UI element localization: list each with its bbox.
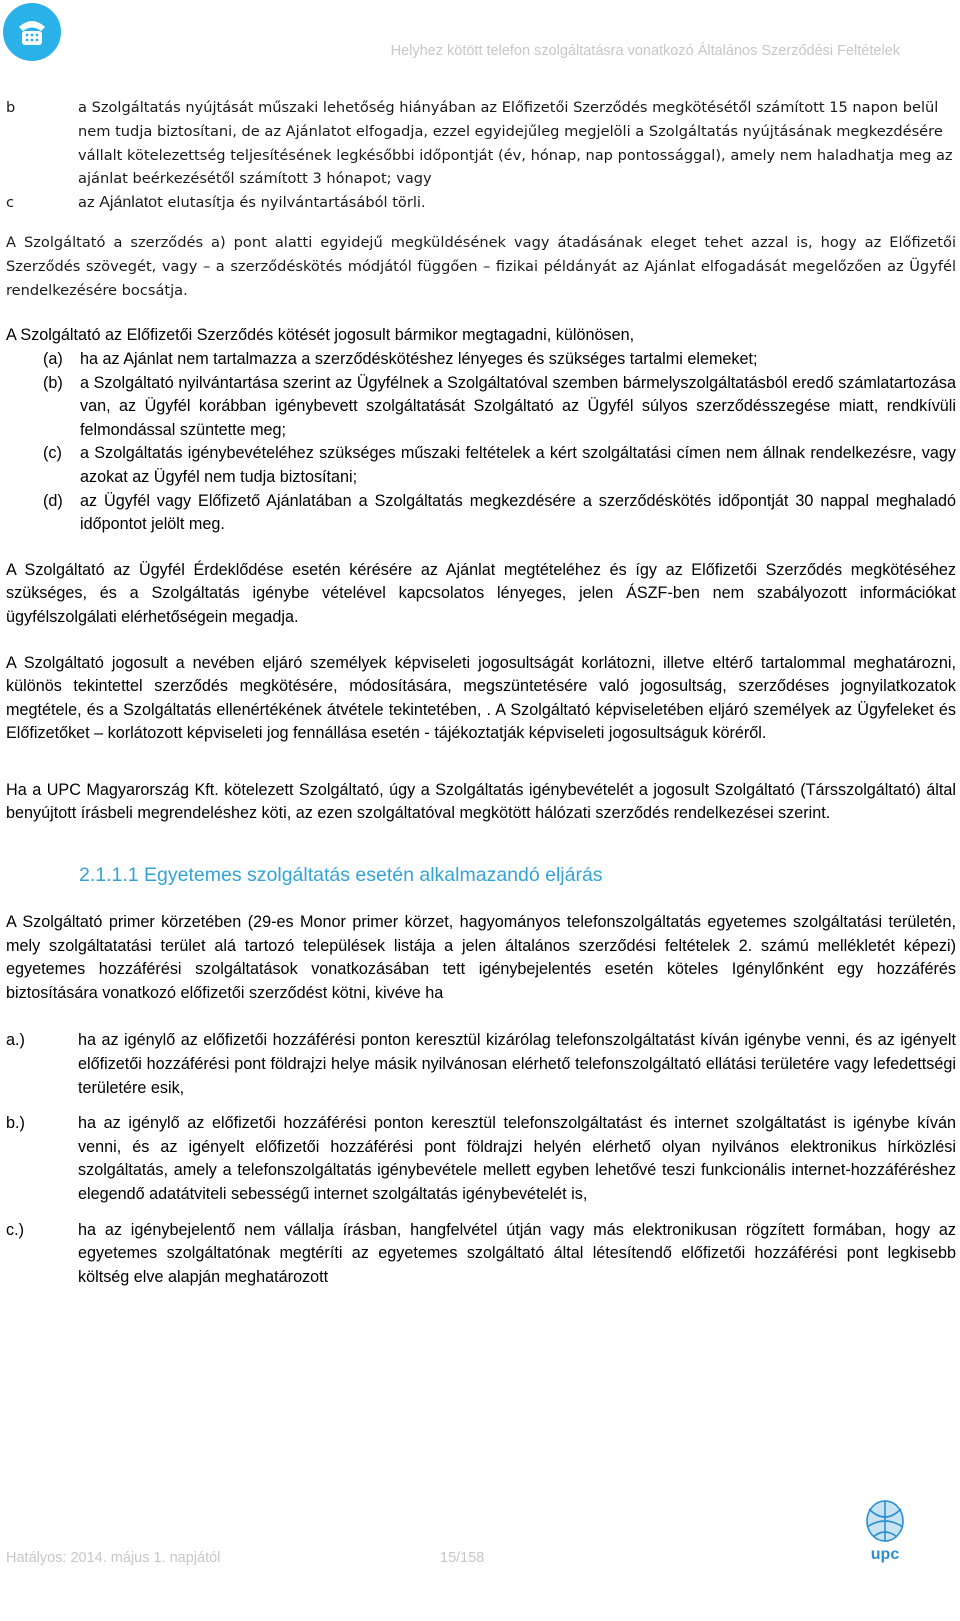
item-text: a Szolgáltató nyilvántartása szerint az Ügyfélnek a Szolgáltatóval szemben bármelyszolgáltatásból eredő számlatartozása van, az Ügyfél korábban igénybevett szolgáltatását Szolgáltató az Ügyfél súlyos szerződésszegése miatt, rendkívüli felmondással szüntette meg; [80, 373, 956, 439]
item-mark: c [6, 194, 15, 212]
lettered-list [6, 96, 956, 215]
list-item [6, 348, 956, 372]
paragraph-representation: A Szolgáltató jogosult a nevében eljáró személyek képviseleti jogosultságát korlátozni, illetve eltérő tartalommal meghatározni, különös tekintettel szerződés megkötésére, módosítására, megszüntetésére való jogosultság, szerződéses jognyilatkozatok megtétele, és a Szolgáltatás ellenértékének átvétele tekintetében, . A Szolgáltató képviseletében eljáró személyek az Ügyfeleket és Előfizetőket – korlátozott képviseleti jog fennállása esetén - tájékoztatják képviseleti jogosultságuk köréről. [6, 653, 956, 743]
phone-logo-icon [3, 3, 61, 61]
list-item [6, 1029, 956, 1100]
item-text: ha az igénylő az előfizetői hozzáférési ponton keresztül telefonszolgáltatást és internet szolgáltatást is igénybe kíván venni, és az igényelt előfizetői hozzáférési pont földrajzi helyén elérhető olyan nyilvános elektronikus hírközlési szolgáltatás, amely a telefonszolgáltatás igénybevétele mellett egyben lehetővé teszi funkcionális internet-hozzáféréshez elegendő adatátviteli sebességű internet szolgáltatás igénybevételét is, [78, 1114, 956, 1203]
list-item [6, 96, 956, 191]
list-item [6, 1112, 956, 1206]
item-text-part: t elutasítja és nyilvántartásából törli. [157, 194, 426, 212]
item-mark: b.) [6, 1114, 25, 1133]
page-body [6, 96, 956, 1289]
page-number: 15/158 [440, 1550, 485, 1566]
item-text: a Szolgáltatás igénybevételéhez szükséges műszaki feltételek a kért szolgáltatási címen nem állnak rendelkezésre, vagy azokat az Ügyfél nem tudja biztosítani; [80, 444, 956, 486]
section-heading: 2.1.1.1 Egyetemes szolgáltatás esetén alkalmazandó eljárás [79, 864, 603, 887]
item-mark: a.) [6, 1031, 25, 1050]
upc-logo-text: upc [870, 1546, 900, 1563]
item-mark: (d) [43, 491, 63, 510]
item-text [78, 191, 956, 215]
refusal-intro: A Szolgáltató az Előfizetői Szerződés kötését jogosult bármikor megtagadni, különösen, [6, 326, 635, 345]
item-text-strong: Ajánlato [99, 194, 158, 212]
paragraph-delivery: A Szolgáltató a szerződés a) pont alatti egyidejű megküldésének vagy átadásának eleget tehet azzal is, hogy az Előfizetői Szerződés szövegét, vagy – a szerződéskötés módjától függően – fizikai példányát az Ajánlat elfogadását megelőzően az Ügyfél rendelkezésére bocsátja. [6, 233, 956, 299]
exceptions-list [6, 1029, 956, 1289]
item-text: ha az igénylő az előfizetői hozzáférési ponton keresztül kizárólag telefonszolgáltatást kíván igénybe venni, és az igényelt előfizetői hozzáférési pont földrajzi helye másik nyilvánosan elérhető telefonszolgáltató ellátási területére vagy lefedettségi területére esik, [78, 1031, 956, 1097]
upc-logo-icon [845, 1497, 925, 1567]
list-item [6, 490, 956, 537]
list-item [6, 372, 956, 443]
list-item [6, 191, 956, 215]
item-mark: c.) [6, 1220, 24, 1239]
item-text-part: az [78, 194, 100, 212]
item-text: ha az Ajánlat nem tartalmazza a szerződéskötéshez lényeges és szükséges tartalmi elemeket; [80, 349, 758, 368]
item-mark: b [6, 99, 16, 116]
effective-date: Hatályos: 2014. május 1. napjától [6, 1550, 221, 1566]
item-text: az Ügyfél vagy Előfizető Ajánlatában a Szolgáltatás megkezdésére a szerződéskötés időpontját 30 nappal meghaladó időpontot jelölt meg. [80, 491, 956, 534]
paragraph-inquiry: A Szolgáltató az Ügyfél Érdeklődése esetén kérésére az Ajánlat megtételéhez és így az Előfizetői Szerződés megkötéséhez szükséges, és a Szolgáltatás igénybe vételével kapcsolatos lényeges, jelen ÁSZF-ben nem szabályozott információkat ügyfélszolgálati elérhetőségein megadja. [6, 560, 956, 626]
item-text: a Szolgáltatás nyújtását műszaki lehetőség hiányában az Előfizetői Szerződés megkötésétől számított 15 napon belül nem tudja biztosítani, de az Ajánlatot elfogadja, ezzel egyidejűleg megjelöli a Szolgáltatás nyújtásának megkezdésére vállalt kötelezettség teljesítésének legkésőbbi időpontját (év, hónap, nap pontossággal), amely nem haladhatja meg az ajánlat beérkezésétől számított 3 hónapot; vagy [78, 99, 953, 188]
item-mark: (c) [43, 444, 62, 463]
list-item [6, 442, 956, 489]
document-title: Helyhez kötött telefon szolgáltatásra vonatkozó Általános Szerződési Feltételek [390, 43, 900, 59]
refusal-block [6, 324, 956, 536]
item-mark: (b) [43, 373, 63, 392]
item-text: ha az igénybejelentő nem vállalja írásban, hangfelvétel útján vagy más elektronikusan rögzített formában, hogy az egyetemes szolgáltatónak megtéríti az egyetemes szolgáltató által létesítendő előfizetői hozzáférési pont legkisebb költség elve alapján meghatározott [78, 1220, 956, 1286]
paragraph-universal: A Szolgáltató primer körzetében (29-es Monor primer körzet, hagyományos telefonszolgáltatás egyetemes szolgáltatási területén, mely szolgáltatatási terület alá tartozó települések listája a jelen általános szerződési feltételek 2. számú mellékletét képezi) egyetemes hozzáférési szolgáltatások vonatkozásában tett igénybejelentés esetén köteles Igénylőnként egy hozzáférés biztosítására vonatkozó előfizetői szerződést kötni, kivéve ha [6, 913, 956, 1002]
list-item [6, 1219, 956, 1290]
item-mark: (a) [43, 349, 63, 368]
paragraph-upc: Ha a UPC Magyarország Kft. kötelezett Szolgáltató, úgy a Szolgáltatás igénybevételét a jogosult Szolgáltató (Társszolgáltató) által benyújtott írásbeli megrendeléshez köti, az ezen szolgáltatóval megkötött hálózati szerződés rendelkezései szerint. [6, 780, 956, 823]
